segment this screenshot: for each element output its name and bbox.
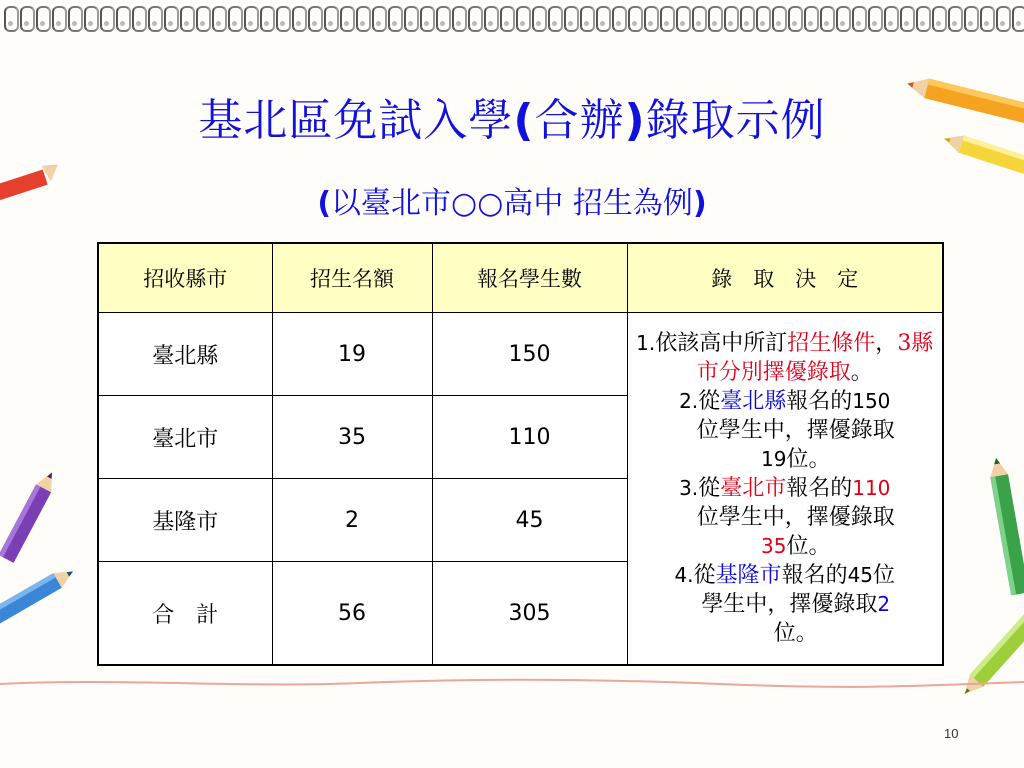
spiral-ring-icon bbox=[532, 6, 547, 32]
title-paren-close: ) bbox=[624, 95, 646, 146]
spiral-hole-icon bbox=[824, 21, 829, 26]
spiral-ring-icon bbox=[212, 6, 227, 32]
spiral-hole-icon bbox=[488, 21, 493, 26]
spiral-hole-icon bbox=[72, 21, 77, 26]
cell-city: 合 計 bbox=[98, 562, 272, 666]
decision-highlight-blue: 臺北縣 bbox=[720, 389, 787, 414]
spiral-ring-icon bbox=[324, 6, 339, 32]
spiral-hole-icon bbox=[712, 21, 717, 26]
spiral-ring-icon bbox=[788, 6, 803, 32]
spiral-ring-icon bbox=[692, 6, 707, 32]
wavy-line bbox=[0, 676, 1024, 690]
spiral-hole-icon bbox=[440, 21, 445, 26]
table-row bbox=[98, 313, 943, 396]
spiral-hole-icon bbox=[280, 21, 285, 26]
decision-item-number: 1. bbox=[636, 331, 656, 355]
spiral-hole-icon bbox=[152, 21, 157, 26]
spiral-hole-icon bbox=[760, 21, 765, 26]
spiral-hole-icon bbox=[600, 21, 605, 26]
spiral-ring-icon bbox=[740, 6, 755, 32]
spiral-ring-icon bbox=[132, 6, 147, 32]
spiral-ring-icon bbox=[1012, 6, 1024, 32]
spiral-hole-icon bbox=[728, 21, 733, 26]
subtitle-text: 以臺北市○○高中 招生為例 bbox=[331, 186, 693, 221]
decision-item-number: 3. bbox=[679, 476, 699, 500]
title-text-suffix: 錄取示例 bbox=[645, 95, 826, 146]
spiral-ring-icon bbox=[948, 6, 963, 32]
decision-item-number: 4. bbox=[674, 563, 694, 587]
spiral-ring-icon bbox=[836, 6, 851, 32]
admission-table bbox=[97, 242, 944, 666]
decision-text: 從 bbox=[693, 563, 716, 588]
spiral-hole-icon bbox=[568, 21, 573, 26]
spiral-ring-icon bbox=[404, 6, 419, 32]
spiral-hole-icon bbox=[952, 21, 957, 26]
cell-applicants: 305 bbox=[432, 562, 627, 666]
spiral-hole-icon bbox=[8, 21, 13, 26]
spiral-ring-icon bbox=[388, 6, 403, 32]
spiral-hole-icon bbox=[792, 21, 797, 26]
decision-text: 報名的 bbox=[786, 389, 853, 414]
cell-quota: 35 bbox=[272, 396, 432, 479]
decision-item-4 bbox=[634, 561, 937, 648]
decision-item-2 bbox=[634, 387, 937, 474]
spiral-ring-icon bbox=[660, 6, 675, 32]
spiral-hole-icon bbox=[408, 21, 413, 26]
spiral-ring-icon bbox=[932, 6, 947, 32]
spiral-ring-icon bbox=[468, 6, 483, 32]
spiral-ring-icon bbox=[596, 6, 611, 32]
decision-text: 位。 bbox=[786, 534, 831, 559]
decision-highlight-red: 臺北市 bbox=[720, 476, 787, 501]
spiral-ring-icon bbox=[548, 6, 563, 32]
spiral-ring-icon bbox=[916, 6, 931, 32]
decision-item-3 bbox=[634, 474, 937, 561]
spiral-ring-icon bbox=[484, 6, 499, 32]
spiral-ring-icon bbox=[452, 6, 467, 32]
spiral-ring-icon bbox=[996, 6, 1011, 32]
spiral-ring-icon bbox=[564, 6, 579, 32]
spiral-hole-icon bbox=[920, 21, 925, 26]
spiral-ring-icon bbox=[228, 6, 243, 32]
spiral-hole-icon bbox=[520, 21, 525, 26]
spiral-ring-icon bbox=[116, 6, 131, 32]
decision-text: 位學生中，擇優錄取 bbox=[696, 505, 895, 530]
header-city: 招收縣市 bbox=[98, 243, 272, 313]
spiral-hole-icon bbox=[88, 21, 93, 26]
spiral-ring-icon bbox=[724, 6, 739, 32]
decision-text: 依該高中所訂 bbox=[655, 331, 788, 356]
spiral-hole-icon bbox=[744, 21, 749, 26]
spiral-hole-icon bbox=[840, 21, 845, 26]
spiral-ring-icon bbox=[804, 6, 819, 32]
cell-applicants: 45 bbox=[432, 479, 627, 562]
decision-text: 從 bbox=[698, 476, 721, 501]
spiral-ring-icon bbox=[292, 6, 307, 32]
decision-number: 45 bbox=[847, 563, 874, 587]
spiral-hole-icon bbox=[664, 21, 669, 26]
cell-applicants: 150 bbox=[432, 313, 627, 396]
spiral-hole-icon bbox=[40, 21, 45, 26]
spiral-ring-icon bbox=[500, 6, 515, 32]
page-title bbox=[0, 84, 1024, 148]
spiral-ring-icon bbox=[964, 6, 979, 32]
spiral-ring-icon bbox=[756, 6, 771, 32]
spiral-hole-icon bbox=[200, 21, 205, 26]
spiral-ring-icon bbox=[36, 6, 51, 32]
spiral-ring-icon bbox=[100, 6, 115, 32]
spiral-ring-icon bbox=[372, 6, 387, 32]
spiral-ring-icon bbox=[276, 6, 291, 32]
spiral-hole-icon bbox=[808, 21, 813, 26]
pencil-icon-purple-left bbox=[0, 470, 60, 560]
spiral-hole-icon bbox=[104, 21, 109, 26]
decision-item-1 bbox=[634, 329, 937, 387]
decision-text: 報名的 bbox=[786, 476, 853, 501]
title-text-prefix: 基北區免試入學 bbox=[198, 95, 514, 146]
spiral-ring-icon bbox=[980, 6, 995, 32]
spiral-ring-icon bbox=[196, 6, 211, 32]
spiral-hole-icon bbox=[536, 21, 541, 26]
spiral-ring-icon bbox=[4, 6, 19, 32]
spiral-ring-icon bbox=[868, 6, 883, 32]
decision-number: 150 bbox=[852, 389, 891, 413]
spiral-hole-icon bbox=[984, 21, 989, 26]
decision-number: 2 bbox=[877, 592, 891, 616]
spiral-hole-icon bbox=[184, 21, 189, 26]
pencil-icon-green-right bbox=[990, 455, 1024, 585]
spiral-binding bbox=[0, 0, 1024, 36]
decision-text: 位 bbox=[873, 563, 896, 588]
spiral-ring-icon bbox=[436, 6, 451, 32]
decision-text: 。 bbox=[850, 360, 873, 385]
subtitle-paren-open: ( bbox=[317, 186, 332, 221]
spiral-hole-icon bbox=[136, 21, 141, 26]
pencil-icon-blue-left bbox=[0, 560, 80, 620]
spiral-hole-icon bbox=[360, 21, 365, 26]
decision-text: ， bbox=[875, 331, 898, 356]
spiral-ring-icon bbox=[628, 6, 643, 32]
spiral-hole-icon bbox=[424, 21, 429, 26]
header-quota: 招生名額 bbox=[272, 243, 432, 313]
spiral-hole-icon bbox=[856, 21, 861, 26]
page-subtitle bbox=[0, 178, 1024, 222]
decision-item-number: 2. bbox=[679, 389, 699, 413]
spiral-hole-icon bbox=[168, 21, 173, 26]
decision-text: 位。 bbox=[786, 447, 831, 472]
decision-number: 19 bbox=[761, 447, 787, 471]
spiral-ring-icon bbox=[676, 6, 691, 32]
spiral-hole-icon bbox=[456, 21, 461, 26]
cell-quota: 2 bbox=[272, 479, 432, 562]
spiral-ring-icon bbox=[516, 6, 531, 32]
spiral-hole-icon bbox=[504, 21, 509, 26]
spiral-ring-icon bbox=[356, 6, 371, 32]
cell-city: 臺北市 bbox=[98, 396, 272, 479]
spiral-ring-icon bbox=[612, 6, 627, 32]
decision-highlight-red: 招生條件 bbox=[787, 331, 876, 356]
table-header-row bbox=[98, 243, 943, 313]
subtitle-paren-close: ) bbox=[692, 186, 707, 221]
spiral-ring-icon bbox=[644, 6, 659, 32]
spiral-hole-icon bbox=[936, 21, 941, 26]
title-paren-open: ( bbox=[513, 95, 535, 146]
spiral-hole-icon bbox=[312, 21, 317, 26]
spiral-hole-icon bbox=[376, 21, 381, 26]
spiral-hole-icon bbox=[328, 21, 333, 26]
decision-highlight-blue: 基隆市 bbox=[715, 563, 782, 588]
spiral-hole-icon bbox=[872, 21, 877, 26]
decision-text: 報名的 bbox=[781, 563, 848, 588]
decision-text: 從 bbox=[698, 389, 721, 414]
spiral-hole-icon bbox=[888, 21, 893, 26]
spiral-hole-icon bbox=[616, 21, 621, 26]
spiral-hole-icon bbox=[56, 21, 61, 26]
spiral-hole-icon bbox=[968, 21, 973, 26]
cell-quota: 56 bbox=[272, 562, 432, 666]
spiral-hole-icon bbox=[248, 21, 253, 26]
decision-text: 位。 bbox=[773, 621, 818, 646]
spiral-ring-icon bbox=[580, 6, 595, 32]
spiral-ring-icon bbox=[164, 6, 179, 32]
spiral-hole-icon bbox=[24, 21, 29, 26]
spiral-ring-icon bbox=[420, 6, 435, 32]
spiral-hole-icon bbox=[776, 21, 781, 26]
spiral-hole-icon bbox=[264, 21, 269, 26]
cell-quota: 19 bbox=[272, 313, 432, 396]
cell-city: 臺北縣 bbox=[98, 313, 272, 396]
spiral-hole-icon bbox=[216, 21, 221, 26]
spiral-hole-icon bbox=[632, 21, 637, 26]
decision-text: 位學生中，擇優錄取 bbox=[696, 418, 895, 443]
spiral-ring-icon bbox=[244, 6, 259, 32]
spiral-ring-icon bbox=[884, 6, 899, 32]
spiral-ring-icon bbox=[772, 6, 787, 32]
spiral-ring-icon bbox=[20, 6, 35, 32]
spiral-hole-icon bbox=[648, 21, 653, 26]
decision-number: 35 bbox=[761, 534, 787, 558]
spiral-hole-icon bbox=[584, 21, 589, 26]
spiral-ring-icon bbox=[340, 6, 355, 32]
spiral-hole-icon bbox=[296, 21, 301, 26]
spiral-hole-icon bbox=[344, 21, 349, 26]
cell-decision bbox=[627, 313, 943, 666]
spiral-ring-icon bbox=[708, 6, 723, 32]
header-applicants: 報名學生數 bbox=[432, 243, 627, 313]
decision-number: 110 bbox=[852, 476, 891, 500]
spiral-hole-icon bbox=[472, 21, 477, 26]
spiral-hole-icon bbox=[552, 21, 557, 26]
decision-highlight-red: 3縣市分別擇優錄取 bbox=[696, 331, 934, 385]
title-paren-text: 合辦 bbox=[534, 95, 625, 146]
spiral-hole-icon bbox=[120, 21, 125, 26]
spiral-ring-icon bbox=[148, 6, 163, 32]
cell-applicants: 110 bbox=[432, 396, 627, 479]
spiral-ring-icon bbox=[52, 6, 67, 32]
spiral-hole-icon bbox=[696, 21, 701, 26]
cell-city: 基隆市 bbox=[98, 479, 272, 562]
spiral-ring-icon bbox=[260, 6, 275, 32]
spiral-ring-icon bbox=[820, 6, 835, 32]
spiral-hole-icon bbox=[680, 21, 685, 26]
spiral-ring-icon bbox=[900, 6, 915, 32]
spiral-hole-icon bbox=[904, 21, 909, 26]
spiral-ring-icon bbox=[180, 6, 195, 32]
decision-text: 學生中，擇優錄取 bbox=[701, 592, 878, 617]
header-decision: 錄 取 決 定 bbox=[627, 243, 943, 313]
page-number: 10 bbox=[944, 726, 959, 741]
spiral-ring-icon bbox=[84, 6, 99, 32]
pencil-icon-lime-right bbox=[960, 625, 1024, 705]
spiral-hole-icon bbox=[1016, 21, 1021, 26]
spiral-ring-icon bbox=[308, 6, 323, 32]
spiral-hole-icon bbox=[1000, 21, 1005, 26]
spiral-ring-icon bbox=[68, 6, 83, 32]
spiral-ring-icon bbox=[852, 6, 867, 32]
spiral-hole-icon bbox=[232, 21, 237, 26]
spiral-hole-icon bbox=[392, 21, 397, 26]
